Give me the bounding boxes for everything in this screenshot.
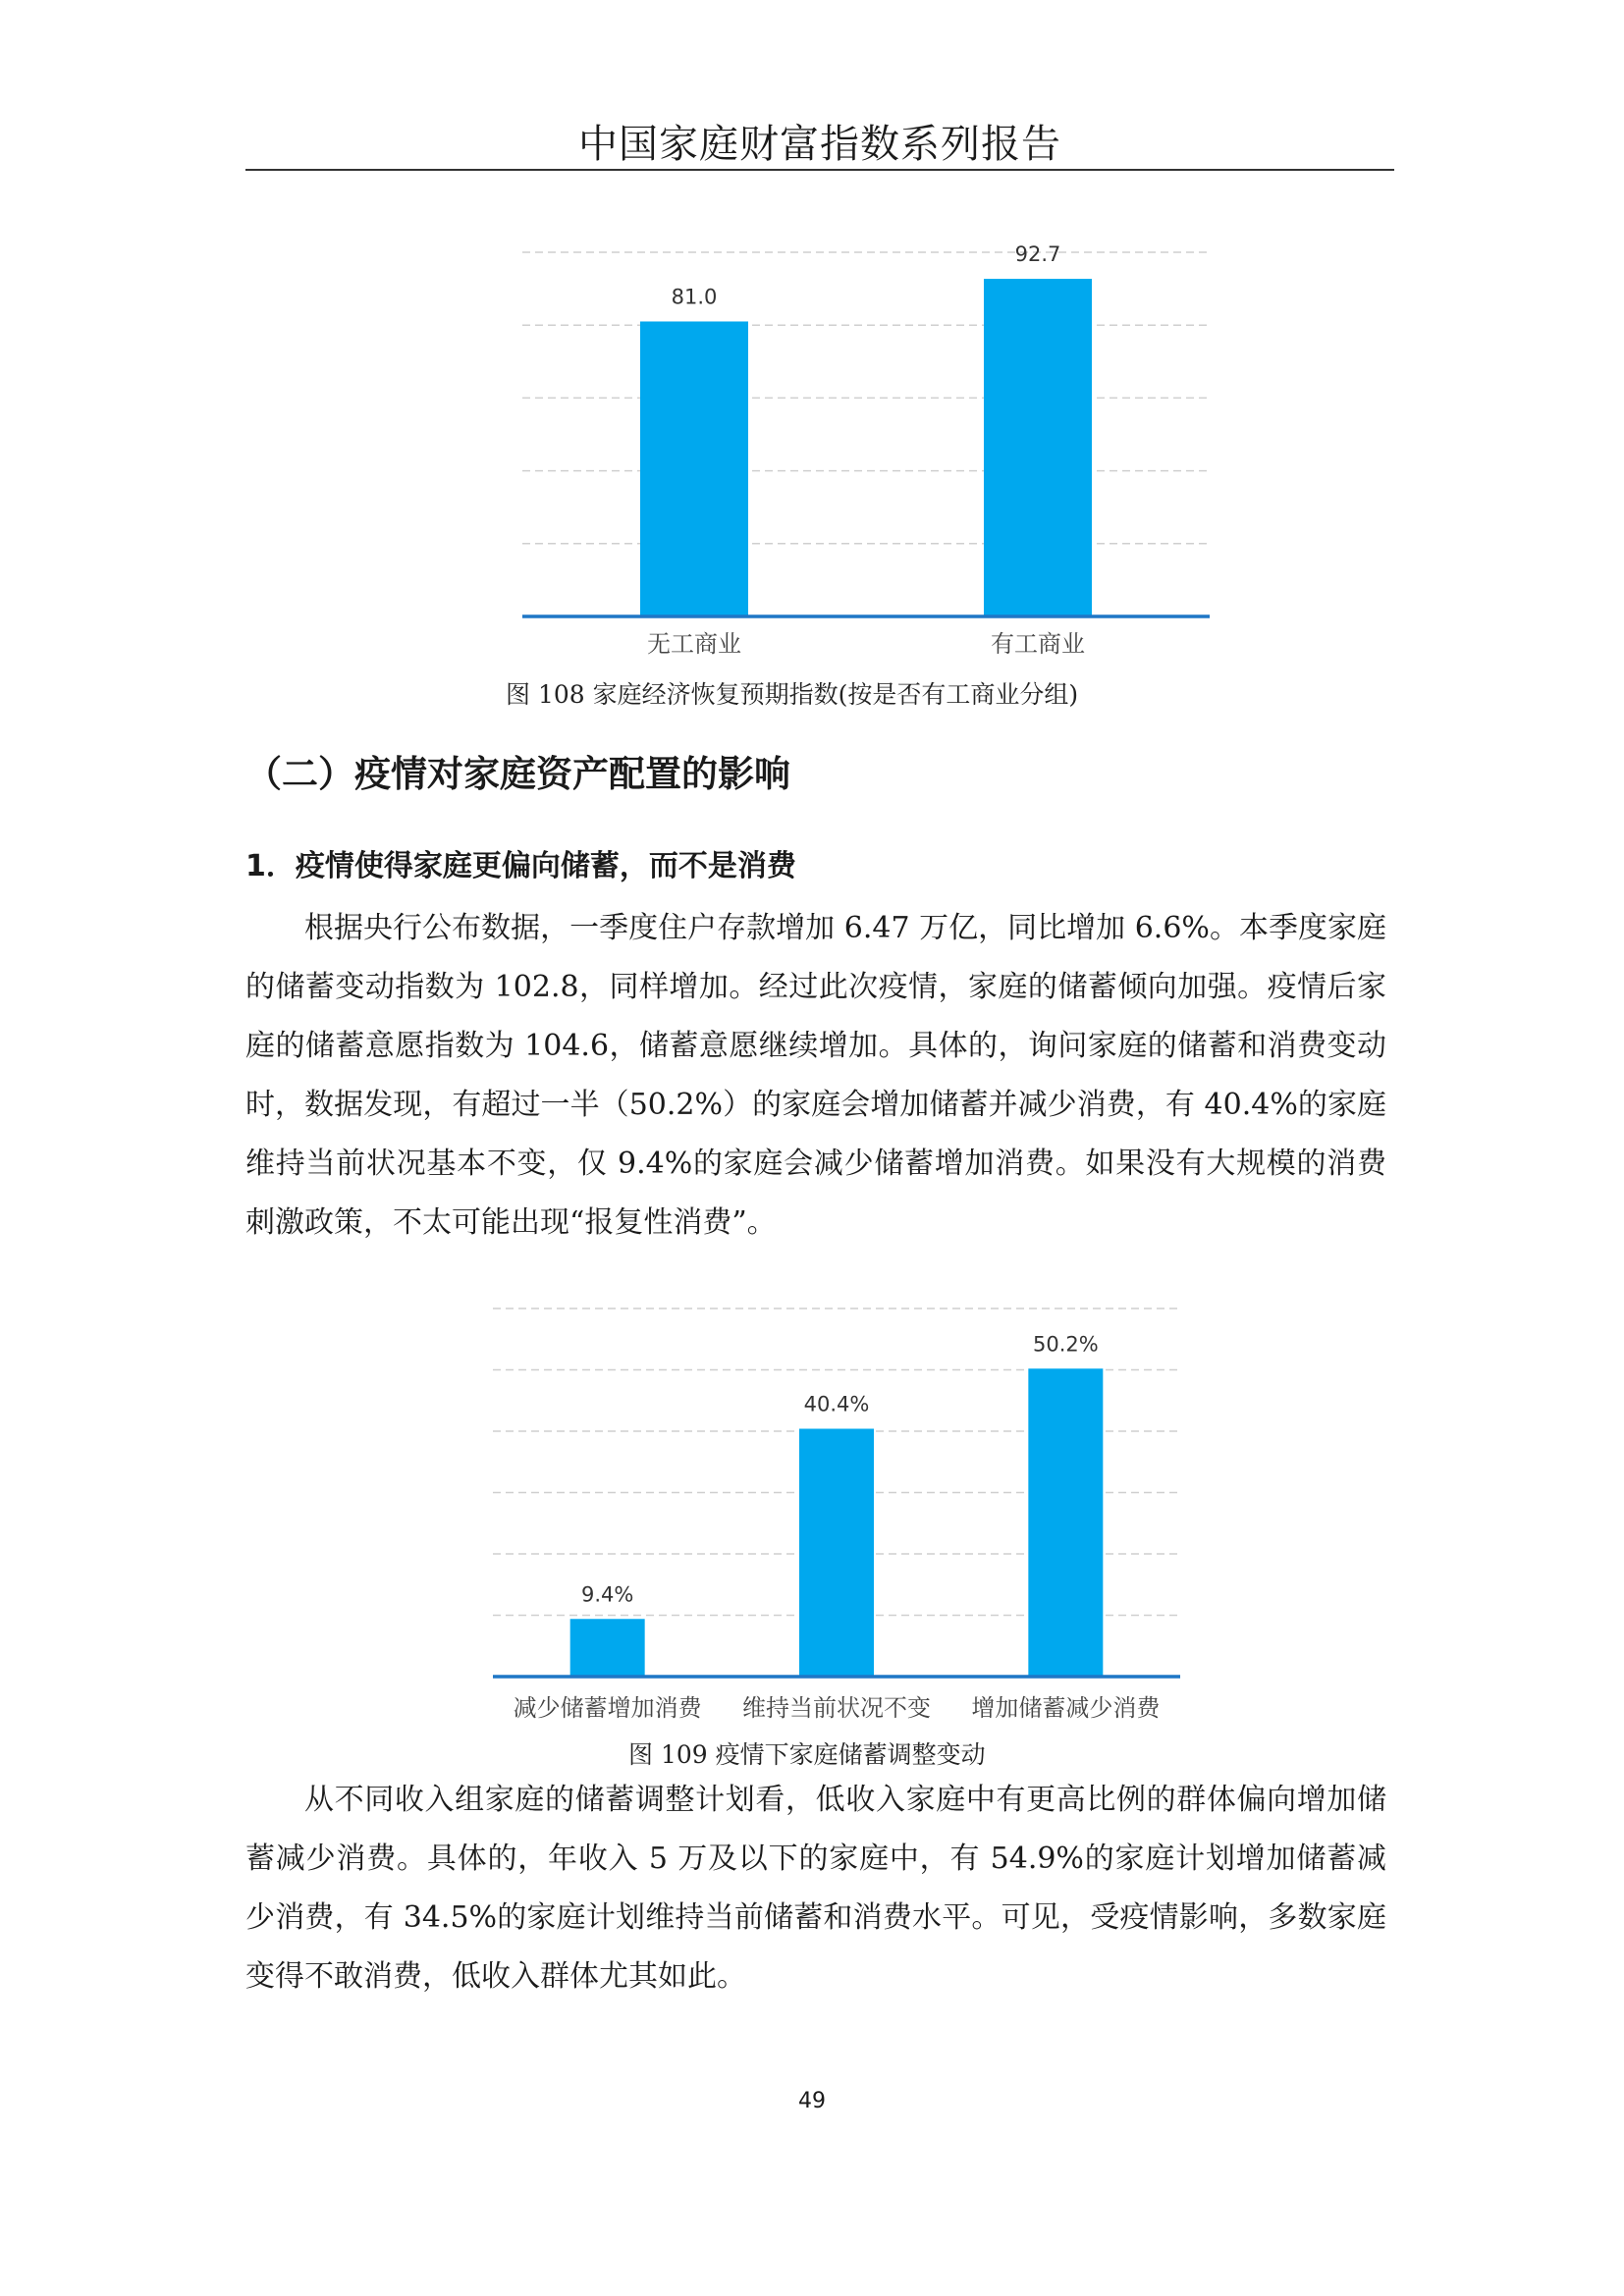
bar-value-label: 81.0 xyxy=(671,285,718,309)
figure-109-svg xyxy=(481,1296,1208,1728)
bar-2 xyxy=(984,279,1092,616)
category-label: 无工商业 xyxy=(647,630,741,658)
bar-value-label: 50.2% xyxy=(1032,1332,1099,1357)
bar-value-label: 9.4% xyxy=(580,1582,634,1607)
category-label: 维持当前状况不变 xyxy=(742,1694,931,1722)
category-label: 有工商业 xyxy=(991,630,1085,658)
bar-1 xyxy=(640,321,748,616)
figure-109-chart xyxy=(481,1296,1208,1728)
bar-3 xyxy=(1028,1368,1103,1677)
category-label: 增加储蓄减少消费 xyxy=(971,1694,1161,1722)
paragraph-1: 根据央行公布数据，一季度住户存款增加 6.47 万亿，同比增加 6.6%。本季度家庭的储蓄变动指数为 102.8，同样增加。经过此次疫情，家庭的储蓄倾向加强。疫情后家庭的储蓄意愿指数为 104.6，储蓄意愿继续增加。具体的，询问家庭的储蓄和消费变动时，数据发现，有超过一半（50.2%）的家庭会增加储蓄并减少消费，有 40.4%的家庭维持当前状况基本不变，仅 9.4%的家庭会减少储蓄增加消费。如果没有大规模的消费刺激政策，不太可能出现“报复性消费”。 xyxy=(245,911,1386,1240)
bar-1 xyxy=(570,1619,645,1677)
header-divider xyxy=(245,169,1394,171)
paragraph-2: 从不同收入组家庭的储蓄调整计划看，低收入家庭中有更高比例的群体偏向增加储蓄减少消费。具体的，年收入 5 万及以下的家庭中，有 54.9%的家庭计划增加储蓄减少消费，有 34.5%的家庭计划维持当前储蓄和消费水平。可见，受疫情影响，多数家庭变得不敢消费，低收入群体尤其如此。 xyxy=(245,1783,1386,1994)
report-title: 中国家庭财富指数系列报告 xyxy=(578,122,1061,167)
page-number: 49 xyxy=(798,2089,826,2113)
figure-108-caption: 图 108 家庭经济恢复预期指数(按是否有工商业分组) xyxy=(506,680,1079,709)
figure-109-caption: 图 109 疫情下家庭储蓄调整变动 xyxy=(628,1740,986,1769)
subsection-heading: 1．疫情使得家庭更偏向储蓄，而不是消费 xyxy=(245,849,796,883)
figure-108-svg xyxy=(511,242,1218,677)
bar-2 xyxy=(799,1429,874,1678)
category-label: 减少储蓄增加消费 xyxy=(513,1694,702,1722)
section-heading: （二）疫情对家庭资产配置的影响 xyxy=(245,753,790,795)
bar-value-label: 92.7 xyxy=(1014,242,1061,267)
bar-value-label: 40.4% xyxy=(803,1392,870,1416)
figure-108-chart xyxy=(511,242,1218,677)
